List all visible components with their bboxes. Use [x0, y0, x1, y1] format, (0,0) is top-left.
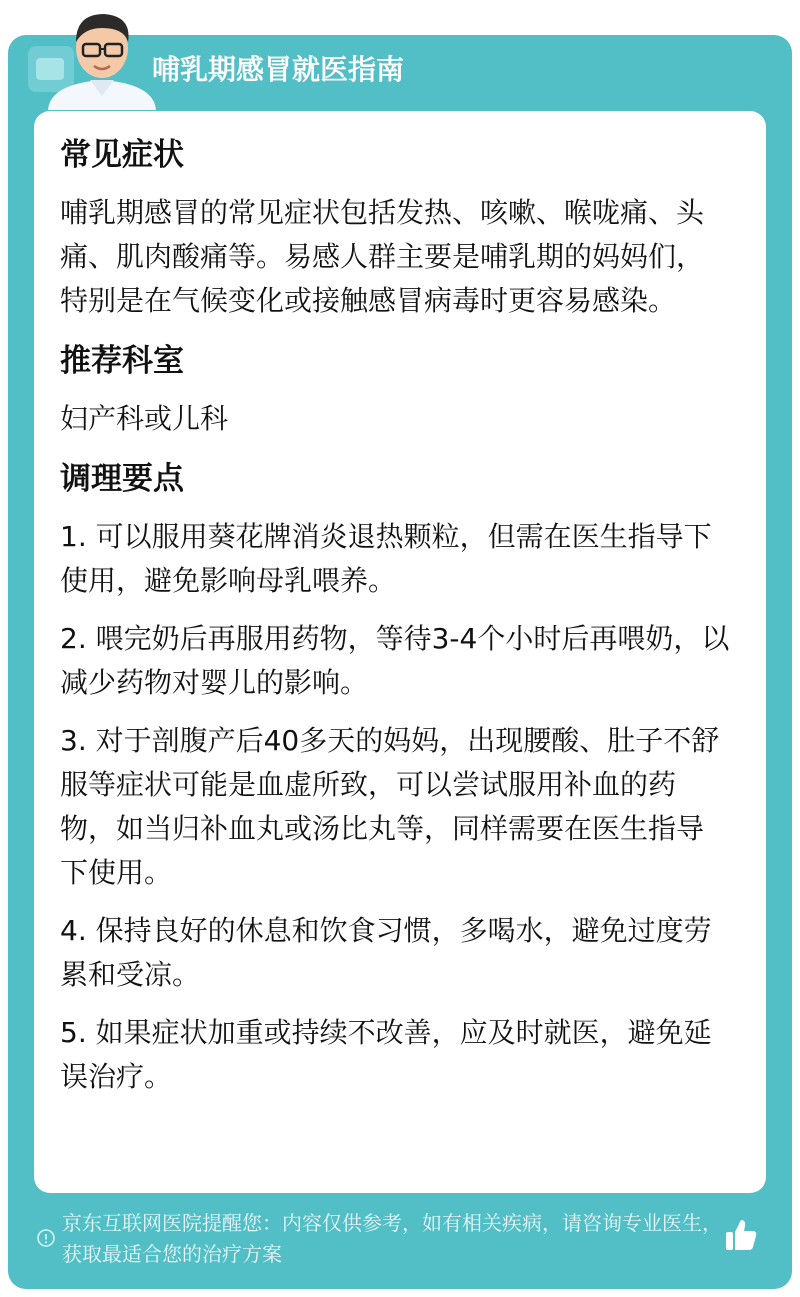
- care-tip-1: 1. 可以服用葵花牌消炎退热颗粒，但需在医生指导下使用，避免影响母乳喂养。: [60, 520, 712, 597]
- section-heading-department: 推荐科室: [60, 343, 184, 379]
- section-heading-symptoms: 常见症状: [60, 137, 184, 173]
- care-tip-2: 2. 喂完奶后再服用药物，等待3-4个小时后再喂奶，以减少药物对婴儿的影响。: [60, 622, 730, 699]
- care-tip-3: 3. 对于剖腹产后40多天的妈妈，出现腰酸、肚子不舒服等症状可能是血虚所致，可以尝试服用补血的药物，如当归补血丸或汤比丸等，同样需要在医生指导下使用。: [60, 724, 720, 889]
- department-text: 妇产科或儿科: [60, 402, 229, 435]
- thumbs-up-icon[interactable]: [722, 1216, 760, 1254]
- disclaimer-text: 京东互联网医院提醒您：内容仅供参考，如有相关疾病，请咨询专业医生，获取最适合您的治疗方案: [62, 1211, 722, 1266]
- info-icon: [36, 1228, 56, 1248]
- section-heading-care: 调理要点: [60, 461, 184, 497]
- care-tip-5: 5. 如果症状加重或持续不改善，应及时就医，避免延误治疗。: [60, 1016, 712, 1093]
- care-tip-4: 4. 保持良好的休息和饮食习惯，多喝水，避免过度劳累和受凉。: [60, 914, 712, 991]
- page-title: 哺乳期感冒就医指南: [152, 53, 405, 86]
- content-card: [34, 111, 766, 1193]
- symptoms-text: 哺乳期感冒的常见症状包括发热、咳嗽、喉咙痛、头痛、肌肉酸痛等。易感人群主要是哺乳期的妈妈们，特别是在气候变化或接触感冒病毒时更容易感染。: [60, 196, 705, 317]
